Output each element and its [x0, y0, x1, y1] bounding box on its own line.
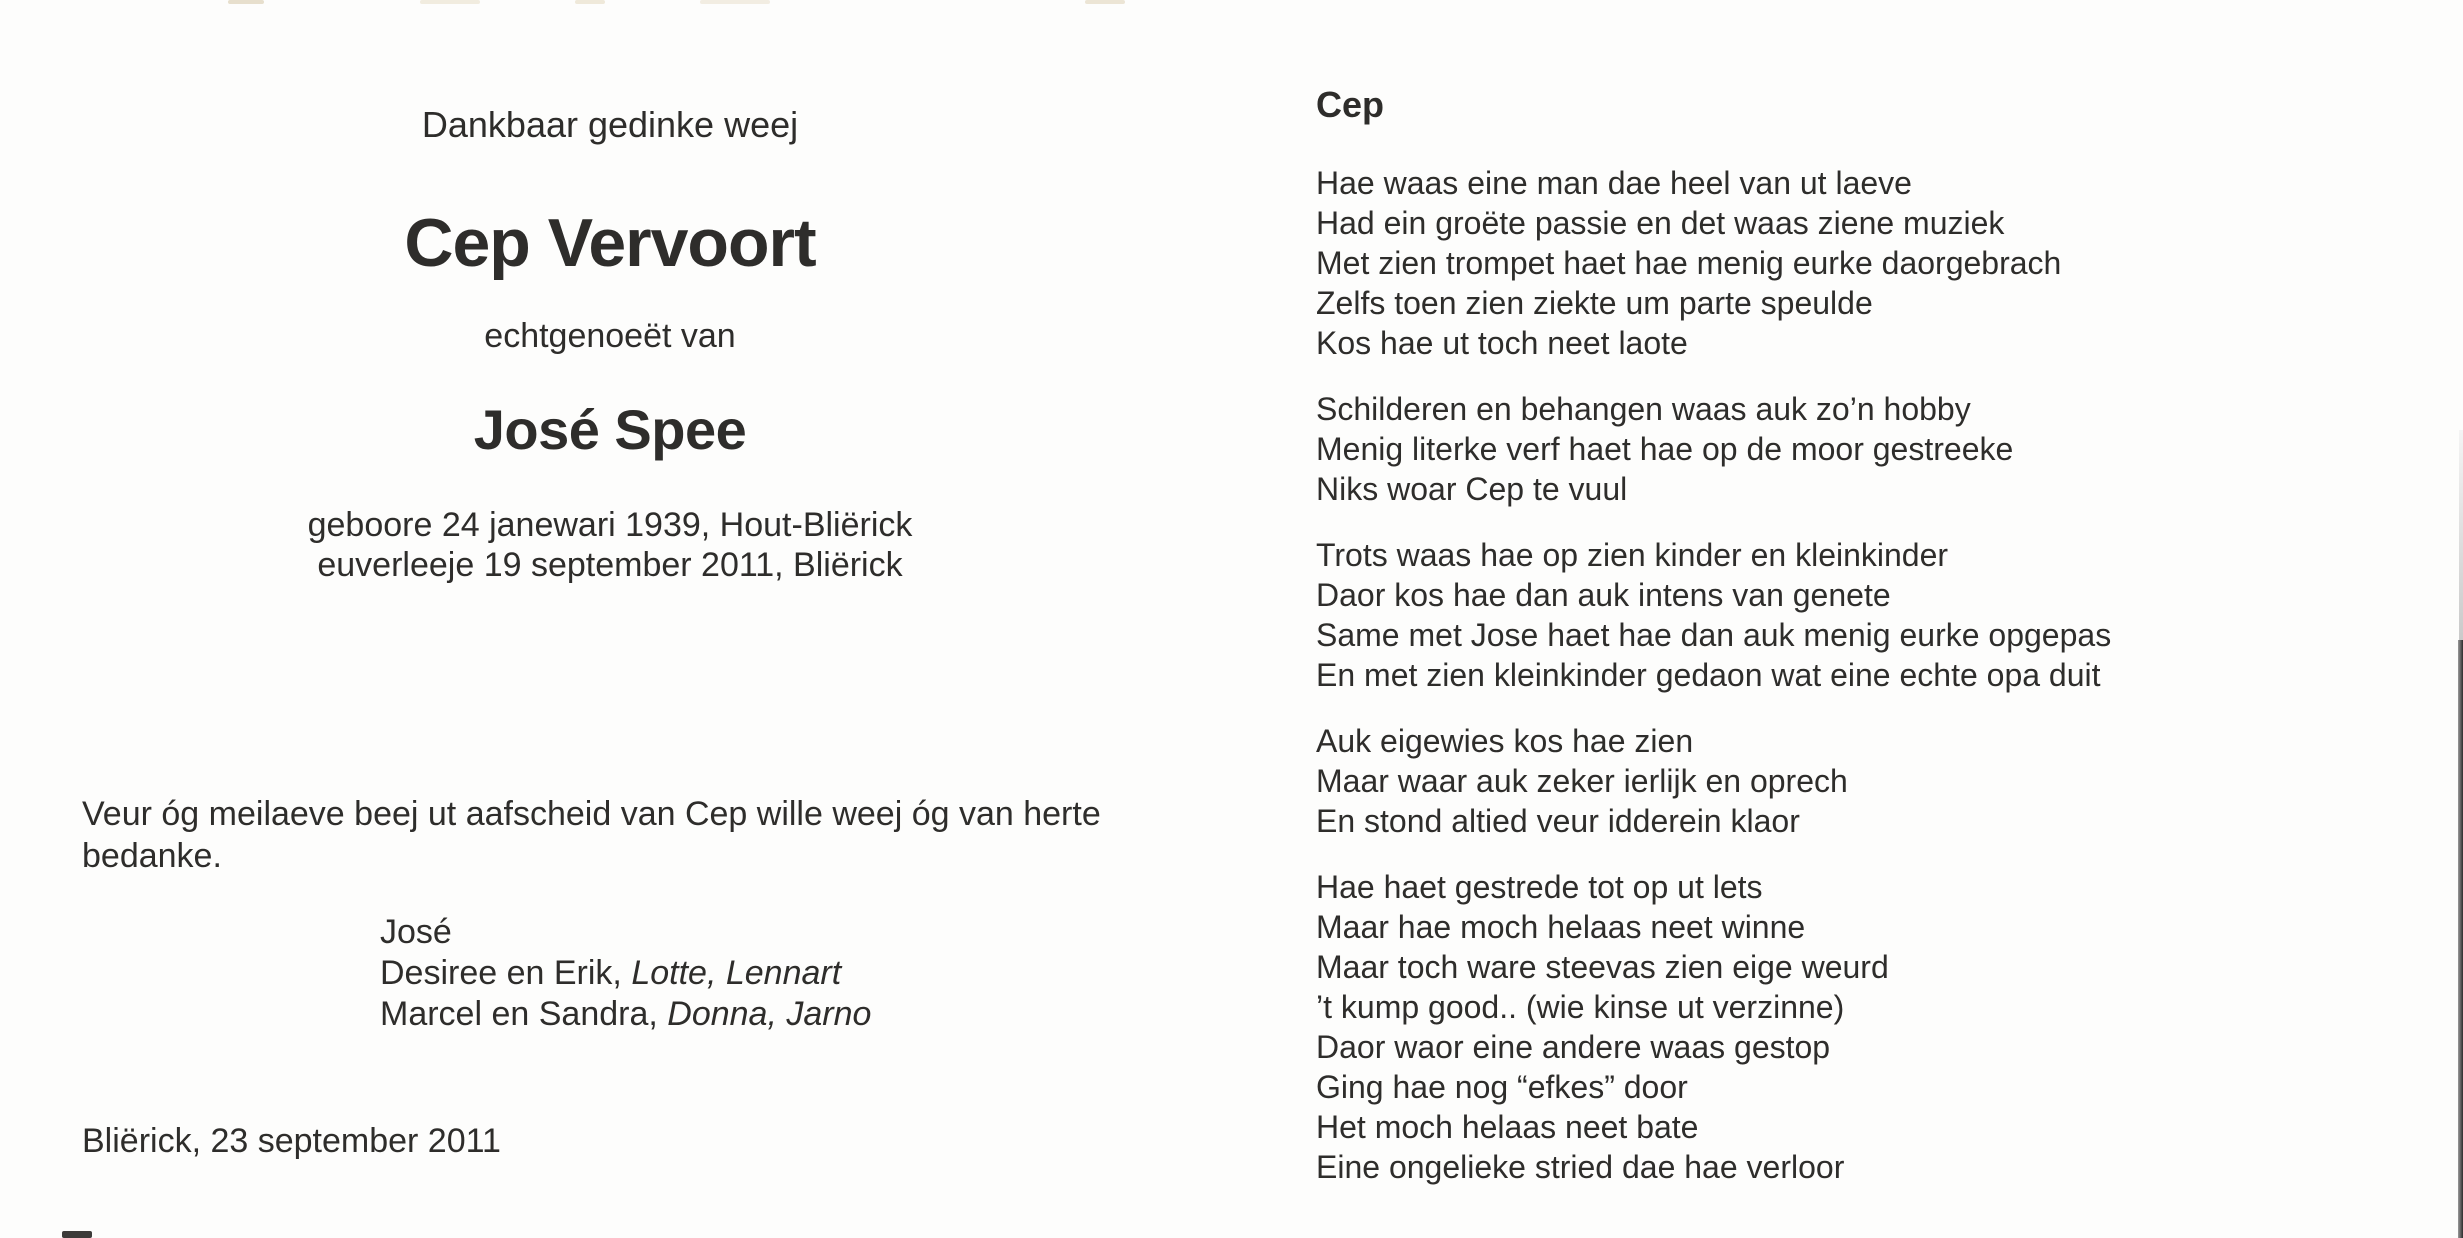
scan-right-edge-shadow	[2459, 430, 2463, 645]
poem-line: Auk eigewies kos hae zien	[1316, 723, 1694, 759]
birth-line: geboore 24 janewari 1939, Hout-Bliërick	[307, 506, 913, 544]
thanks-paragraph	[82, 793, 1142, 877]
poem-line: Eine ongelieke stried dae hae verloor	[1316, 1149, 1845, 1185]
poem-line: En met zien kleinkinder gedaon wat eine echte opa duit	[1316, 657, 2101, 693]
poem-line: Ging hae nog “efkes” door	[1316, 1069, 1688, 1105]
poem-line: Schilderen en behangen waas auk zo’n hobby	[1316, 391, 1971, 427]
poem-line: Daor kos hae dan auk intens van genete	[1316, 577, 1891, 613]
scan-top-artifact	[1085, 0, 1125, 4]
scan-right-edge-line	[2458, 640, 2463, 1238]
poem-line: Het moch helaas neet bate	[1316, 1109, 1699, 1145]
scan-top-artifact	[575, 0, 605, 4]
scan-bottom-speck	[62, 1231, 92, 1238]
poem-line: Hae haet gestrede tot op ut lets	[1316, 869, 1763, 905]
poem-line: Niks woar Cep te vuul	[1316, 471, 1628, 507]
scan-top-artifact	[228, 0, 264, 4]
scan-top-artifact	[420, 0, 480, 4]
signatory-line: Marcel en Sandra, Donna, Jarno	[380, 995, 872, 1033]
poem-line: Zelfs toen zien ziekte um parte speulde	[1316, 285, 1873, 321]
poem-line: Met zien trompet haet hae menig eurke daorgebrach	[1316, 245, 2062, 281]
birth-death-dates	[0, 505, 1220, 585]
poem-line: Hae waas eine man dae heel van ut laeve	[1316, 165, 1912, 201]
poem-line: En stond altied veur idderein klaor	[1316, 803, 1800, 839]
poem-stanza	[1316, 389, 2216, 509]
poem-stanza	[1316, 535, 2216, 695]
poem-line: ’t kump good.. (wie kinse ut verzinne)	[1316, 989, 1845, 1025]
poem-page	[1316, 85, 2216, 1187]
poem-title: Cep	[1316, 84, 1385, 125]
poem-line: Menig literke verf haet hae op de moor gestreeke	[1316, 431, 2014, 467]
death-line: euverleeje 19 september 2011, Bliërick	[317, 546, 903, 584]
poem-line: Same met Jose haet hae dan auk menig eurke opgepas	[1316, 617, 2112, 653]
thanks-line: bedanke.	[82, 837, 222, 875]
place-and-date: Bliërick, 23 september 2011	[82, 1122, 501, 1160]
poem-stanza	[1316, 163, 2216, 363]
poem-stanza	[1316, 867, 2216, 1187]
intro-line: Dankbaar gedinke weej	[421, 104, 799, 145]
poem-line: Maar waar auk zeker ierlijk en oprech	[1316, 763, 1848, 799]
scan-top-artifact	[700, 0, 770, 4]
poem-line: Maar toch ware steevas zien eige weurd	[1316, 949, 1889, 985]
signatory-line: Desiree en Erik, Lotte, Lennart	[380, 954, 842, 992]
deceased-name: Cep Vervoort	[404, 205, 816, 281]
relation-line: echtgenoeët van	[484, 317, 736, 355]
poem-line: Kos hae ut toch neet laote	[1316, 325, 1688, 361]
poem-line: Daor waor eine andere waas gestop	[1316, 1029, 1831, 1065]
poem-stanza	[1316, 721, 2216, 841]
poem-line: Had ein groëte passie en det waas ziene muziek	[1316, 205, 2005, 241]
spouse-name: José Spee	[473, 398, 747, 461]
thanks-line: Veur óg meilaeve beej ut aafscheid van Cep wille weej óg van herte	[82, 795, 1101, 833]
poem-line: Trots waas hae op zien kinder en kleinkinder	[1316, 537, 1949, 573]
signatory-line: José	[380, 913, 452, 951]
poem-line: Maar hae moch helaas neet winne	[1316, 909, 1806, 945]
signatories	[380, 912, 871, 1035]
